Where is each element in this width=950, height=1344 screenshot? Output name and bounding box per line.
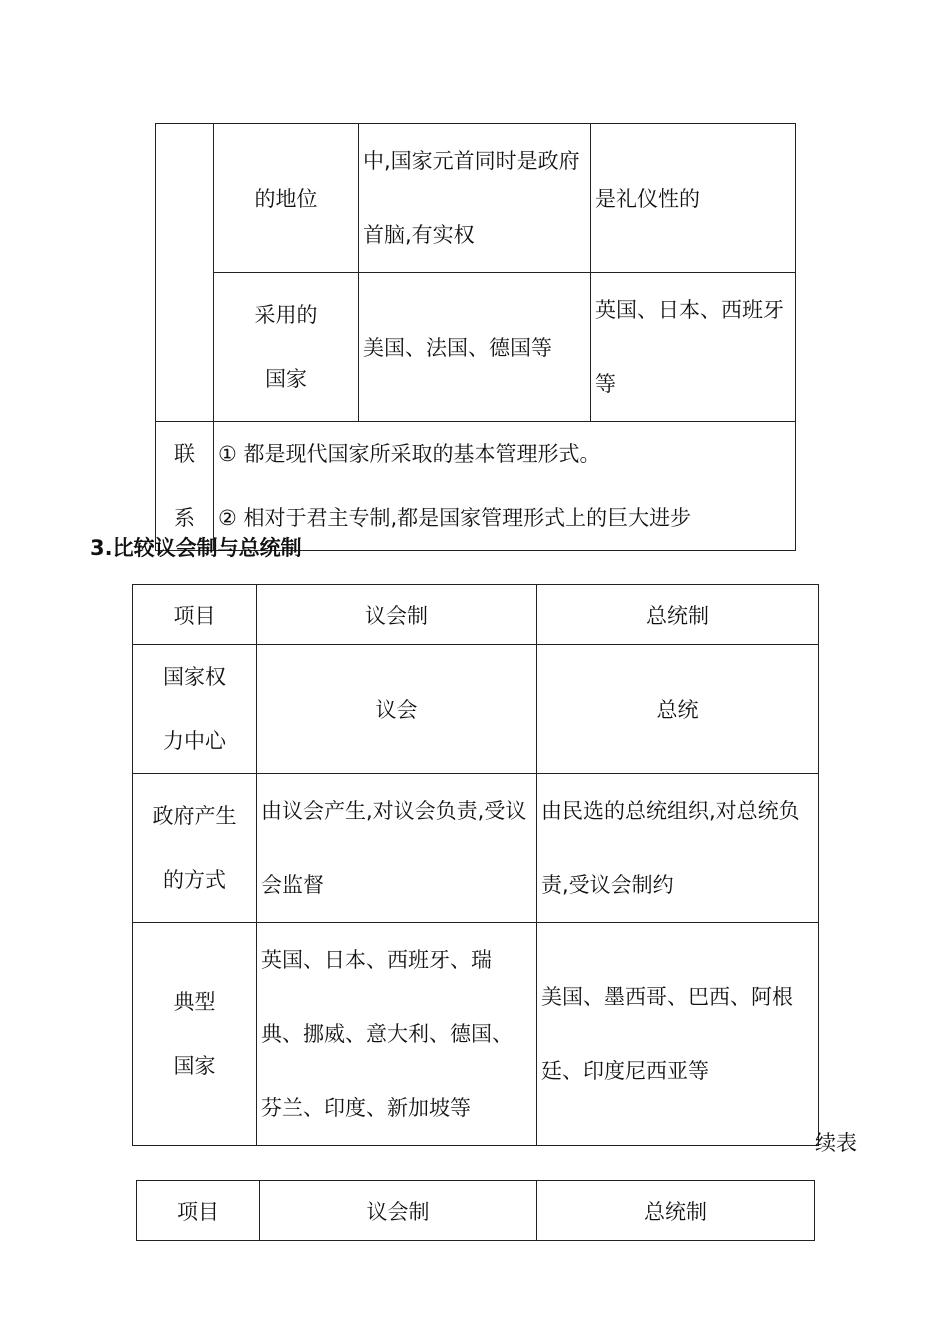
label-line: 的方式	[163, 868, 226, 892]
cell-presidential-gov: 由民选的总统组织,对总统负责,受议会制约	[537, 774, 819, 923]
row-label-gov-formation	[133, 774, 257, 923]
label-line: 国家权	[163, 665, 226, 689]
link-point-1: ① 都是现代国家所采取的基本管理形式。	[218, 442, 601, 466]
row-label-power-center	[133, 645, 257, 774]
label-line: 系	[174, 506, 195, 530]
header-item: 项目	[137, 1181, 260, 1241]
cell-parliamentary-gov: 由议会产生,对议会负责,受议会监督	[257, 774, 537, 923]
label-line: 国家	[265, 367, 307, 391]
cell-parliamentary-position: 是礼仪性的	[591, 124, 796, 273]
label-line: 典型	[173, 990, 216, 1014]
continued-table	[136, 1180, 815, 1241]
label-line: 政府产生	[152, 804, 237, 828]
header-presidential: 总统制	[537, 585, 819, 645]
link-point-2: ② 相对于君主专制,都是国家管理形式上的巨大进步	[218, 506, 692, 530]
continuation-label: 续表	[815, 1131, 857, 1155]
cell-presidential-position: 中,国家元首同时是政府首脑,有实权	[359, 124, 591, 273]
cell-presidential-typical: 美国、墨西哥、巴西、阿根廷、印度尼西亚等	[537, 923, 819, 1146]
header-parliamentary: 议会制	[257, 585, 537, 645]
parliament-vs-president-table	[132, 584, 819, 1146]
header-item: 项目	[133, 585, 257, 645]
cell-presidential-countries: 美国、法国、德国等	[359, 273, 591, 422]
header-parliamentary: 议会制	[260, 1181, 537, 1241]
row-label-countries	[214, 273, 359, 422]
row-label-typical	[133, 923, 257, 1146]
comparison-table-continued	[155, 123, 796, 551]
label-line: 国家	[173, 1054, 216, 1078]
label-line: 联	[174, 442, 195, 466]
row-label-position: 的地位	[214, 124, 359, 273]
section-heading: 3.比较议会制与总统制	[90, 536, 302, 560]
cell-parliamentary-center: 议会	[257, 645, 537, 774]
merged-empty-cell	[156, 124, 214, 422]
cell-presidential-center: 总统	[537, 645, 819, 774]
label-line: 采用的	[254, 303, 318, 327]
label-line: 力中心	[163, 729, 226, 753]
header-presidential: 总统制	[537, 1181, 815, 1241]
cell-parliamentary-typical: 英国、日本、西班牙、瑞典、挪威、意大利、德国、芬兰、印度、新加坡等	[257, 923, 537, 1146]
cell-parliamentary-countries: 英国、日本、西班牙等	[591, 273, 796, 422]
